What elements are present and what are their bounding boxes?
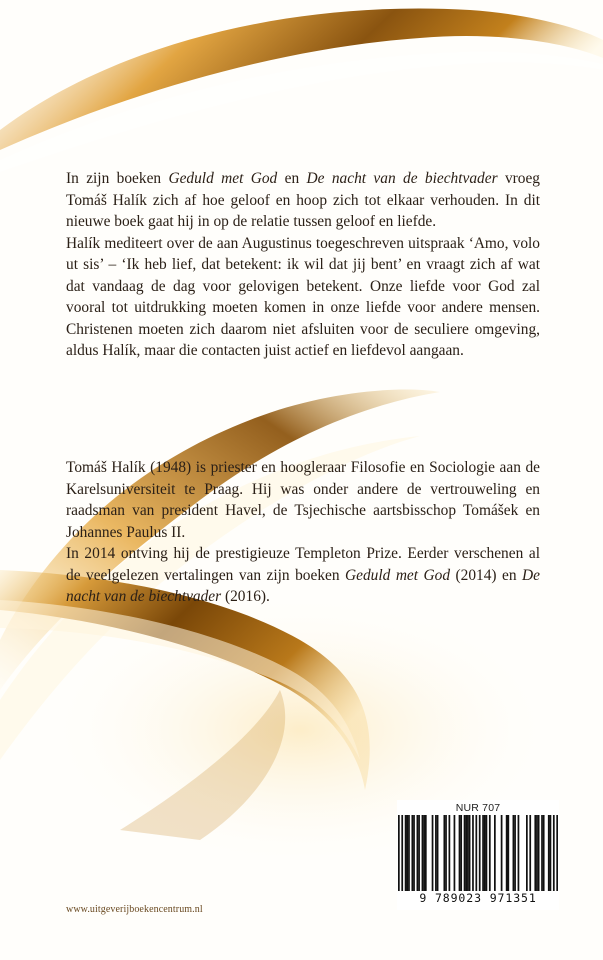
barcode-bar	[423, 815, 425, 891]
barcode-bar	[514, 815, 516, 891]
barcode-bar	[501, 815, 503, 891]
barcode-bar	[464, 815, 466, 891]
barcode-bar	[484, 815, 486, 891]
barcode-bar	[538, 815, 540, 891]
barcode-bar	[494, 815, 496, 891]
blurb-paragraph-1	[66, 168, 540, 233]
barcode-bar	[443, 815, 445, 891]
blurb-paragraph-2: Halík mediteert over de aan Augustinus toegeschreven uitspraak ‘Amo, volo ut sis’ – ‘Ik heb lief, dat betekent: ik wil dat jij bent’ en vraagt zich af wat dat vandaag de dag voor gelovigen betekent. Onze liefde voor God zal vooral tot uitdrukking moeten komen in onze liefde voor andere mensen. Christenen moeten zich daarom niet afsluiten voor de seculiere omgeving, aldus Halík, maar die contacten juist actief en liefdevol aangaan.	[66, 234, 540, 359]
barcode-bar	[548, 815, 550, 891]
barcode-bar	[486, 815, 488, 891]
barcode-bar	[526, 815, 528, 891]
barcode-bar	[401, 815, 403, 891]
barcode-bar	[425, 815, 427, 891]
barcode-bar	[529, 815, 531, 891]
barcode-bar	[506, 815, 508, 891]
barcode-bar	[449, 815, 451, 891]
bio-paragraph-1: Tomáš Halík (1948) is priester en hoogleraar Filosofie en Sociologie aan de Karelsuniversiteit te Praag. Hij was onder andere de vertrouweling en raadsman van president Havel, de Tsjechische aartsbisschop Tomášek en Johannes Paulus II.	[66, 459, 540, 541]
barcode-bar	[482, 815, 484, 891]
isbn-barcode	[398, 815, 558, 891]
barcode-bar	[417, 815, 419, 891]
barcode-bar	[489, 815, 491, 891]
barcode-bar	[459, 815, 461, 891]
barcode-bar	[536, 815, 538, 891]
barcode-bar	[553, 815, 555, 891]
barcode-bar	[472, 815, 474, 891]
book-title-nacht-biechtvader: De nacht van de biechtvader	[306, 170, 498, 187]
barcode-bar	[467, 815, 469, 891]
barcode-bar	[556, 815, 558, 891]
isbn-number: 9 789023 971351	[419, 891, 537, 905]
barcode-bar	[445, 815, 447, 891]
barcode-bar	[406, 815, 408, 891]
barcode-bar	[418, 815, 420, 891]
barcode-bar	[411, 815, 413, 891]
book-title-geduld-met-god: Geduld met God	[168, 170, 278, 187]
blurb-p1-text-a: In zijn boeken	[66, 170, 169, 187]
book-title-geduld-met-god: Geduld met God	[345, 566, 451, 584]
nur-code: NUR 707	[455, 802, 501, 814]
barcode-bar	[398, 815, 400, 891]
barcode-bar	[475, 815, 477, 891]
bio-paragraph-2	[66, 543, 540, 608]
barcode-bar	[541, 815, 543, 891]
bio-p2-text-c: (2016).	[221, 588, 270, 605]
barcode-bar	[518, 815, 520, 891]
blurb-p1-text-c: vroeg Tomáš Halík zich af hoe geloof en hoop zich tot elkaar verhouden. In dit nieuwe boek gaat hij in op de relatie tussen geloof en liefde.	[66, 170, 540, 230]
barcode-bar	[454, 815, 456, 891]
barcode-bar	[413, 815, 415, 891]
barcode-bar	[465, 815, 467, 891]
barcode-bar	[435, 815, 437, 891]
blurb-p1-text-b: en	[277, 170, 307, 187]
barcode-bar	[469, 815, 471, 891]
barcode-bar	[405, 815, 407, 891]
barcode-bar	[437, 815, 439, 891]
author-bio	[66, 457, 540, 608]
bio-p2-text-a: In 2014 ontving hij de prestigieuze Templeton Prize. Eerder verschenen al de veelgelezen vertalingen van zijn boeken	[66, 545, 540, 584]
book-title-nacht-biechtvader: De nacht van de biechtvader	[66, 566, 540, 605]
bio-p2-text-b: (2014) en	[450, 566, 523, 584]
barcode-bar	[507, 815, 509, 891]
barcode-bar	[408, 815, 410, 891]
barcode-bar	[479, 815, 481, 891]
publisher-website: www.uitgeverijboekencentrum.nl	[66, 904, 203, 915]
barcode-bar	[422, 815, 424, 891]
barcode-bar	[432, 815, 434, 891]
barcode-bar	[460, 815, 462, 891]
barcode-panel	[397, 800, 559, 910]
barcode-bar	[550, 815, 552, 891]
barcode-bar	[534, 815, 536, 891]
barcode-bar	[543, 815, 545, 891]
blurb-text	[66, 168, 540, 362]
barcode-bar	[513, 815, 515, 891]
